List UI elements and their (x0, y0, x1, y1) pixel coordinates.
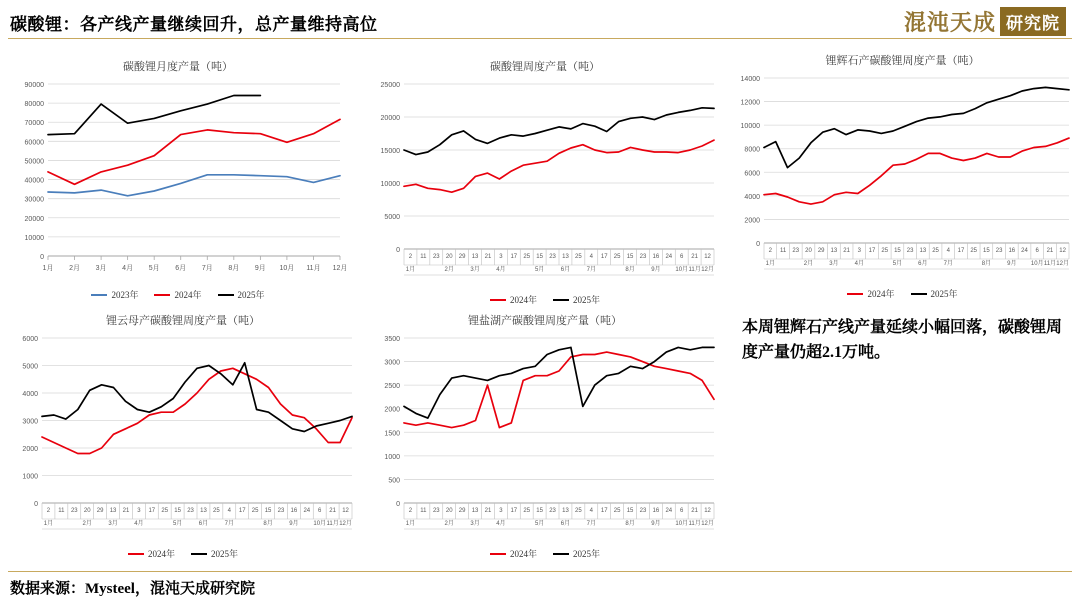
svg-text:21: 21 (691, 254, 698, 260)
svg-text:25: 25 (523, 254, 531, 260)
svg-text:1月: 1月 (405, 521, 416, 527)
svg-text:2: 2 (408, 508, 413, 514)
header-divider (8, 38, 1072, 39)
svg-text:3: 3 (137, 508, 141, 514)
svg-text:11月: 11月 (306, 265, 321, 272)
svg-text:12: 12 (1059, 248, 1066, 254)
chart-title: 锂辉石产碳酸锂周度产量（吨） (825, 55, 980, 67)
chart-legend (370, 547, 720, 560)
svg-text:20: 20 (445, 254, 453, 260)
legend-item (490, 547, 537, 560)
svg-text:3000: 3000 (22, 418, 38, 426)
svg-text:5月: 5月 (892, 261, 903, 267)
svg-text:3500: 3500 (384, 336, 400, 343)
legend-swatch (218, 294, 234, 296)
svg-text:17: 17 (510, 254, 518, 260)
svg-text:6月: 6月 (560, 521, 571, 527)
svg-text:5月: 5月 (172, 521, 183, 527)
legend-swatch (553, 299, 569, 301)
svg-text:11: 11 (420, 508, 427, 514)
plot-area (730, 70, 1075, 285)
svg-text:17: 17 (600, 254, 608, 260)
logo-badge: 研究院 (1000, 7, 1066, 36)
svg-text:10000: 10000 (24, 234, 44, 242)
svg-text:15000: 15000 (380, 148, 400, 155)
svg-text:6月: 6月 (560, 267, 571, 273)
chart-legend (8, 288, 348, 301)
svg-text:25: 25 (251, 508, 259, 514)
svg-text:6: 6 (680, 254, 684, 260)
chart-panel-monthly-output (8, 58, 348, 301)
svg-text:25000: 25000 (380, 82, 400, 89)
svg-text:8月: 8月 (981, 261, 992, 267)
legend-item (847, 287, 894, 300)
svg-text:13: 13 (562, 508, 569, 514)
svg-text:1000: 1000 (384, 453, 400, 461)
svg-text:4: 4 (946, 248, 950, 254)
svg-text:9月: 9月 (1007, 261, 1017, 267)
svg-text:17: 17 (600, 508, 608, 514)
svg-text:12: 12 (704, 254, 711, 260)
svg-text:11: 11 (420, 254, 427, 260)
svg-text:1月: 1月 (765, 261, 776, 267)
svg-text:6000: 6000 (22, 336, 38, 343)
svg-text:12月: 12月 (339, 521, 352, 527)
svg-text:10月: 10月 (675, 267, 689, 273)
svg-text:20: 20 (83, 508, 91, 514)
line-chart-spodumene-weekly (730, 70, 1075, 285)
svg-text:13: 13 (919, 248, 927, 254)
svg-text:7月: 7月 (201, 265, 213, 272)
plot-area (370, 76, 720, 291)
svg-text:2月: 2月 (82, 521, 92, 527)
line-chart-brine-weekly (370, 330, 720, 545)
svg-text:23: 23 (549, 508, 556, 514)
svg-text:17: 17 (957, 248, 965, 254)
legend-label: 2025年 (573, 549, 601, 559)
svg-text:7月: 7月 (943, 261, 953, 267)
svg-text:23: 23 (187, 508, 194, 514)
svg-text:13: 13 (109, 508, 117, 514)
svg-text:8月: 8月 (625, 521, 635, 527)
svg-text:23: 23 (792, 248, 800, 254)
logo-wordmark: 混沌天成 (903, 9, 996, 35)
svg-text:11月: 11月 (1043, 261, 1057, 267)
svg-text:3月: 3月 (108, 521, 118, 527)
svg-text:24: 24 (303, 508, 311, 514)
svg-text:3月: 3月 (95, 265, 107, 272)
svg-text:4: 4 (589, 508, 593, 514)
svg-text:23: 23 (277, 508, 285, 514)
svg-text:23: 23 (432, 508, 440, 514)
svg-text:25: 25 (161, 508, 169, 514)
legend-label: 2024年 (147, 549, 175, 559)
legend-label: 2024年 (509, 549, 537, 559)
legend-swatch (553, 553, 569, 555)
svg-text:12: 12 (704, 508, 711, 514)
svg-text:17: 17 (868, 248, 876, 254)
chart-title: 碳酸锂月度产量（吨） (123, 61, 233, 73)
svg-text:25: 25 (613, 254, 621, 260)
line-chart-lepidolite-weekly (8, 330, 358, 545)
svg-text:23: 23 (906, 248, 914, 254)
svg-text:10月: 10月 (313, 521, 327, 527)
svg-text:4月: 4月 (134, 521, 144, 527)
svg-text:3月: 3月 (829, 261, 839, 267)
svg-text:2: 2 (46, 508, 51, 514)
data-source-note: 数据来源：Mysteel，混沌天成研究院 (10, 581, 255, 597)
svg-text:7月: 7月 (224, 521, 234, 527)
chart-legend (730, 287, 1075, 300)
svg-text:7月: 7月 (586, 521, 596, 527)
svg-text:10000: 10000 (740, 123, 760, 131)
svg-text:17: 17 (238, 508, 246, 514)
line-chart-weekly-output (370, 76, 720, 291)
legend-item (128, 547, 175, 560)
svg-text:3000: 3000 (384, 359, 400, 367)
svg-text:6月: 6月 (198, 521, 209, 527)
legend-item (218, 288, 265, 301)
svg-text:4月: 4月 (854, 261, 864, 267)
legend-item (911, 287, 958, 300)
svg-text:7月: 7月 (586, 267, 596, 273)
svg-text:17: 17 (148, 508, 156, 514)
svg-text:25: 25 (575, 254, 582, 260)
legend-label: 2024年 (174, 290, 202, 300)
svg-text:25: 25 (213, 508, 220, 514)
chart-panel-brine-weekly (370, 312, 720, 560)
svg-text:90000: 90000 (24, 82, 44, 89)
svg-text:4: 4 (589, 254, 593, 260)
svg-text:5月: 5月 (148, 265, 160, 272)
svg-text:80000: 80000 (24, 101, 44, 109)
svg-text:13: 13 (562, 254, 569, 260)
svg-text:3月: 3月 (470, 267, 480, 273)
svg-text:20: 20 (805, 248, 812, 254)
svg-text:3: 3 (857, 248, 861, 254)
svg-text:25: 25 (881, 248, 889, 254)
svg-text:24: 24 (665, 508, 673, 514)
svg-text:21: 21 (484, 254, 492, 260)
svg-text:21: 21 (484, 508, 492, 514)
legend-item (154, 288, 201, 301)
svg-text:4000: 4000 (22, 391, 38, 398)
chart-legend (370, 293, 720, 306)
svg-text:2: 2 (408, 254, 413, 260)
svg-text:11: 11 (779, 248, 787, 254)
legend-swatch (490, 299, 506, 301)
chart-title: 锂云母产碳酸锂周度产量（吨） (106, 315, 260, 327)
svg-text:0: 0 (396, 247, 400, 254)
svg-text:500: 500 (388, 477, 400, 485)
svg-text:6月: 6月 (175, 265, 187, 272)
svg-text:25: 25 (575, 508, 582, 514)
legend-swatch (128, 553, 144, 555)
svg-text:24: 24 (665, 254, 673, 260)
svg-text:2000: 2000 (384, 406, 400, 414)
svg-text:29: 29 (458, 508, 466, 514)
svg-text:4月: 4月 (122, 265, 134, 272)
legend-label: 2023年 (111, 290, 139, 300)
svg-text:8月: 8月 (228, 265, 240, 272)
svg-text:20000: 20000 (24, 215, 44, 223)
svg-text:13: 13 (471, 254, 479, 260)
svg-text:2月: 2月 (803, 261, 814, 267)
svg-text:9月: 9月 (254, 265, 266, 272)
svg-text:2000: 2000 (22, 446, 38, 453)
legend-label: 2025年 (573, 295, 601, 305)
svg-text:20: 20 (445, 508, 453, 514)
svg-text:20000: 20000 (380, 115, 400, 122)
svg-text:5000: 5000 (384, 214, 400, 221)
svg-text:6000: 6000 (744, 170, 760, 178)
legend-label: 2025年 (237, 290, 265, 300)
legend-item (191, 547, 238, 560)
company-logo (904, 6, 1066, 36)
plot-area (8, 76, 348, 286)
svg-text:1500: 1500 (384, 430, 400, 438)
svg-text:70000: 70000 (24, 120, 44, 128)
svg-text:5000: 5000 (22, 363, 38, 371)
svg-text:4月: 4月 (496, 521, 506, 527)
svg-text:5月: 5月 (534, 521, 545, 527)
svg-text:6: 6 (680, 508, 684, 514)
footer-divider (8, 571, 1072, 572)
svg-text:11月: 11月 (326, 521, 339, 527)
svg-text:4000: 4000 (744, 193, 760, 201)
svg-text:10月: 10月 (675, 521, 689, 527)
plot-area (8, 330, 358, 545)
svg-text:16: 16 (1008, 248, 1016, 254)
svg-text:23: 23 (639, 508, 647, 514)
svg-text:3: 3 (499, 508, 503, 514)
svg-text:23: 23 (549, 254, 556, 260)
chart-title: 锂盐湖产碳酸锂周度产量（吨） (468, 315, 622, 327)
svg-text:10月: 10月 (279, 265, 295, 272)
legend-item (553, 547, 600, 560)
svg-text:15: 15 (536, 254, 543, 260)
legend-label: 2025年 (930, 289, 958, 299)
legend-swatch (154, 294, 170, 296)
svg-text:1000: 1000 (22, 473, 38, 481)
svg-text:13: 13 (200, 508, 207, 514)
svg-text:2月: 2月 (69, 265, 80, 272)
chart-legend (8, 547, 358, 560)
svg-text:11月: 11月 (688, 521, 701, 527)
legend-swatch (490, 553, 506, 555)
svg-text:15: 15 (536, 508, 543, 514)
svg-text:3: 3 (499, 254, 503, 260)
legend-label: 2025年 (211, 549, 239, 559)
svg-text:21: 21 (691, 508, 698, 514)
svg-text:15: 15 (174, 508, 181, 514)
svg-text:21: 21 (122, 508, 130, 514)
svg-text:15: 15 (264, 508, 272, 514)
svg-text:6: 6 (318, 508, 322, 514)
svg-text:12月: 12月 (1056, 261, 1069, 267)
svg-text:9月: 9月 (289, 521, 299, 527)
page-title: 碳酸锂：各产线产量继续回升，总产量维持高位 (10, 15, 378, 34)
svg-text:3月: 3月 (470, 521, 480, 527)
svg-text:2: 2 (768, 248, 773, 254)
svg-text:14000: 14000 (740, 76, 760, 83)
svg-text:15: 15 (626, 254, 634, 260)
svg-text:23: 23 (70, 508, 78, 514)
svg-text:21: 21 (329, 508, 336, 514)
svg-text:4: 4 (227, 508, 231, 514)
svg-text:29: 29 (96, 508, 104, 514)
svg-text:1月: 1月 (43, 521, 54, 527)
svg-text:2月: 2月 (444, 267, 454, 273)
svg-text:16: 16 (652, 508, 660, 514)
svg-text:30000: 30000 (24, 196, 44, 204)
svg-text:0: 0 (756, 241, 760, 248)
svg-text:1月: 1月 (42, 265, 54, 272)
plot-area (370, 330, 720, 545)
line-chart-monthly-output (8, 76, 348, 286)
svg-text:23: 23 (432, 254, 440, 260)
commentary-text: 本周锂辉石产线产量延续小幅回落，碳酸锂周度产量仍超2.1万吨。 (742, 319, 1063, 361)
legend-label: 2024年 (867, 289, 895, 299)
svg-text:1月: 1月 (405, 267, 416, 273)
svg-text:15: 15 (626, 508, 634, 514)
svg-text:12月: 12月 (701, 267, 714, 273)
svg-text:13: 13 (830, 248, 838, 254)
svg-text:15: 15 (894, 248, 901, 254)
svg-text:12月: 12月 (332, 265, 348, 272)
svg-text:21: 21 (843, 248, 850, 254)
svg-text:15: 15 (983, 248, 990, 254)
svg-text:8000: 8000 (744, 146, 760, 154)
svg-text:10月: 10月 (1030, 261, 1044, 267)
svg-text:2月: 2月 (444, 521, 454, 527)
svg-text:16: 16 (290, 508, 298, 514)
svg-text:0: 0 (34, 501, 38, 508)
svg-text:29: 29 (817, 248, 825, 254)
svg-text:10000: 10000 (380, 181, 400, 188)
svg-text:11月: 11月 (688, 267, 701, 273)
svg-text:29: 29 (458, 254, 466, 260)
svg-text:8月: 8月 (263, 521, 273, 527)
svg-text:21: 21 (1046, 248, 1054, 254)
svg-text:2000: 2000 (744, 217, 760, 225)
svg-text:17: 17 (510, 508, 518, 514)
svg-text:2500: 2500 (384, 383, 400, 391)
legend-item (91, 288, 138, 301)
svg-text:25: 25 (613, 508, 621, 514)
svg-text:23: 23 (639, 254, 647, 260)
svg-text:40000: 40000 (24, 177, 44, 185)
svg-text:5月: 5月 (534, 267, 545, 273)
chart-panel-lepidolite-weekly (8, 312, 358, 560)
svg-text:0: 0 (40, 254, 44, 261)
svg-text:9月: 9月 (651, 267, 661, 273)
svg-text:23: 23 (995, 248, 1003, 254)
svg-text:12月: 12月 (701, 521, 714, 527)
svg-text:0: 0 (396, 501, 400, 508)
legend-item (490, 293, 537, 306)
svg-text:6: 6 (1035, 248, 1039, 254)
svg-text:25: 25 (932, 248, 939, 254)
chart-panel-spodumene-weekly (730, 52, 1075, 300)
svg-text:25: 25 (523, 508, 531, 514)
chart-panel-weekly-output (370, 58, 720, 306)
legend-swatch (911, 293, 927, 295)
svg-text:6月: 6月 (918, 261, 928, 267)
legend-swatch (191, 553, 207, 555)
svg-text:16: 16 (652, 254, 660, 260)
svg-text:12000: 12000 (740, 99, 760, 107)
legend-label: 2024年 (509, 295, 537, 305)
svg-text:24: 24 (1021, 248, 1028, 254)
svg-text:50000: 50000 (24, 158, 44, 166)
svg-text:25: 25 (970, 248, 978, 254)
legend-swatch (91, 294, 107, 296)
svg-text:12: 12 (342, 508, 349, 514)
svg-text:13: 13 (471, 508, 479, 514)
svg-text:8月: 8月 (625, 267, 635, 273)
svg-text:60000: 60000 (24, 139, 44, 147)
svg-text:9月: 9月 (651, 521, 661, 527)
chart-title: 碳酸锂周度产量（吨） (490, 61, 600, 73)
svg-text:11: 11 (58, 508, 65, 514)
legend-swatch (847, 293, 863, 295)
svg-text:4月: 4月 (496, 267, 506, 273)
legend-item (553, 293, 600, 306)
